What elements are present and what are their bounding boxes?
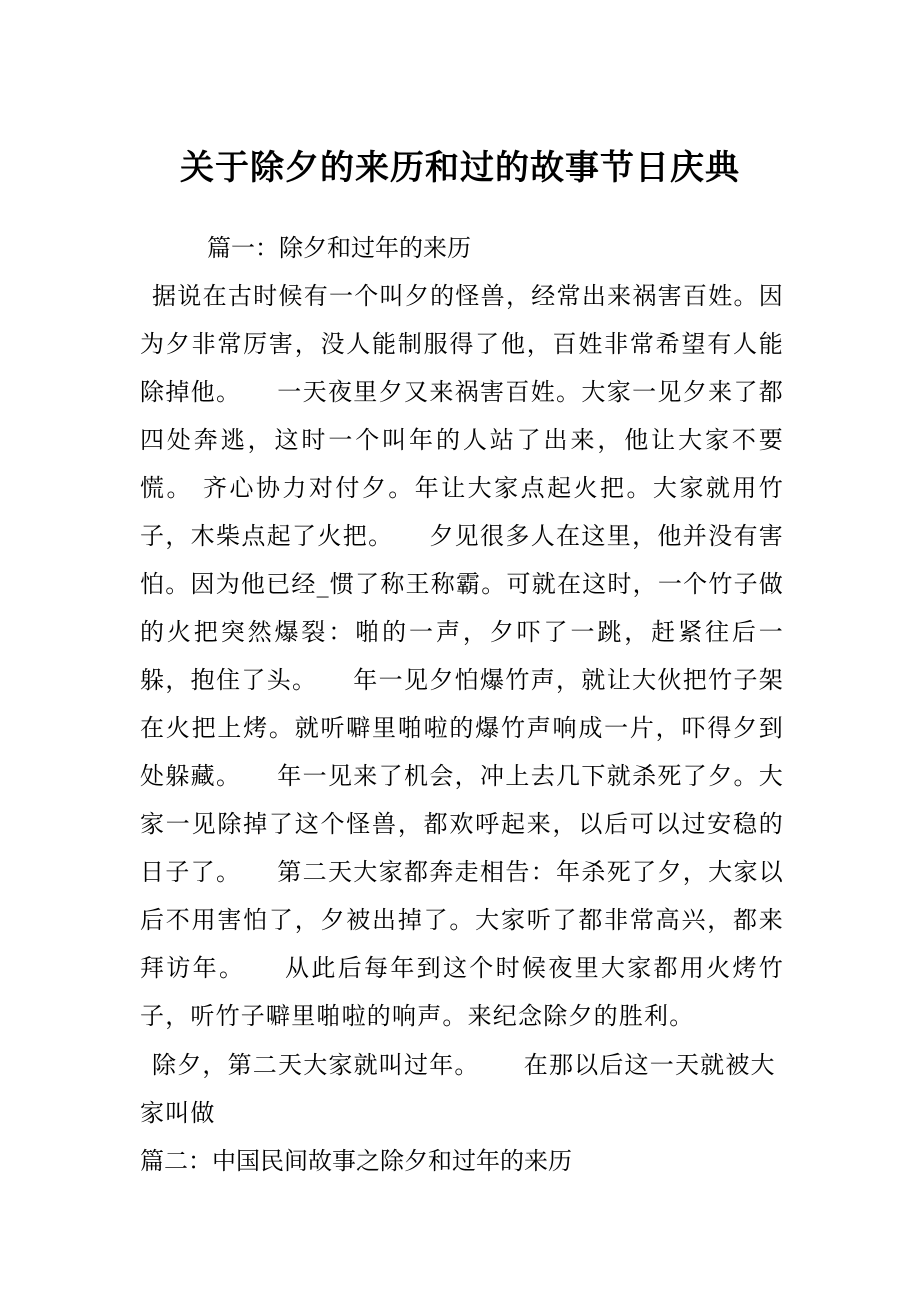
body-paragraph-2: 除夕，第二天大家就叫过年。 在那以后这一天就被大家叫做 (140, 1051, 776, 1127)
section-heading-2: 篇二：中国民间故事之除夕和过年的来历 (140, 1147, 572, 1175)
body-paragraph-1: 据说在古时候有一个叫夕的怪兽，经常出来祸害百姓。因为夕非常厉害，没人能制服得了他，百姓非常希望有人能除掉他。 一天夜里夕又来祸害百姓。大家一见夕来了都四处奔逃，这时一个叫年的人站了出来，他让大家不要慌。 齐心协力对付夕。年让大家点起火把。大家就用竹子，木柴点起了火把。 夕见很多人在这里，他并没有害怕。因为他已经_惯了称王称霸。可就在这时，一个竹子做的火把突然爆裂：啪的一声，夕吓了一跳，赶紧往后一躲，抱住了头。 年一见夕怕爆竹声，就让大伙把竹子架在火把上烤。就听噼里啪啦的爆竹声响成一片，吓得夕到处躲藏。 年一见来了机会，冲上去几下就杀死了夕。大家一见除掉了这个怪兽，都欢呼起来，以后可以过安稳的日子了。 第二天大家都奔走相告：年杀死了夕，大家以后不用害怕了，夕被出掉了。大家听了都非常高兴，都来拜访年。 从此后每年到这个时候夜里大家都用火烤竹子，听竹子噼里啪啦的响声。来纪念除夕的胜利。 (140, 282, 784, 1030)
section-heading-1: 篇一：除夕和过年的来历 (207, 234, 471, 262)
document-title: 关于除夕的来历和过的故事节日庆典 (180, 148, 740, 188)
